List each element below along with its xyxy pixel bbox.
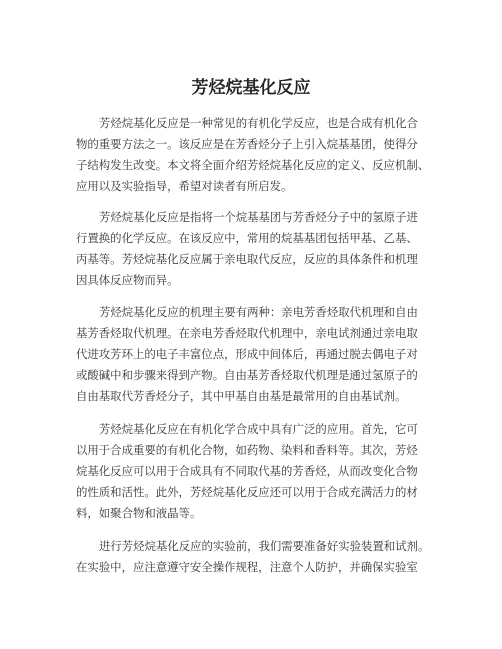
text-line: 的性质和活性。此外，芳烃烷基化反应还可以用于合成充满活力的材 (76, 485, 418, 499)
text-line: 丙基等。芳烃烷基化反应属于亲电取代反应，反应的具体条件和机理 (76, 252, 418, 266)
text-line: 物的重要方法之一。该反应是在芳香烃分子上引入烷基基团，使得分 (76, 137, 418, 151)
text-line: 或酸碱中和步骤来得到产物。自由基芳香烃取代机理是通过氢原子的 (76, 368, 418, 382)
page-title: 芳烃烷基化反应 (191, 78, 311, 98)
text-line: 自由基取代芳香烃分子，其中甲基自由基是最常用的自由基试剂。 (76, 389, 407, 403)
text-line: 在实验中，应注意遵守安全操作规程，注意个人防护，并确保实验室 (76, 560, 418, 574)
text-line: 芳烃烷基化反应是一种常见的有机化学反应，也是合成有机化合 (99, 116, 418, 130)
text-line: 基芳香烃取代机理。在亲电芳香烃取代机理中，亲电试剂通过亲电取 (76, 326, 418, 340)
paragraph-experiment (76, 536, 436, 578)
paragraph-mechanism (76, 302, 436, 407)
text-line: 芳烃烷基化反应在有机化学合成中具有广泛的应用。首先，它可 (99, 422, 418, 436)
paragraph-intro (76, 113, 436, 197)
text-line: 芳烃烷基化反应的机理主要有两种：亲电芳香烃取代机理和自由 (99, 305, 418, 319)
text-line: 以用于合成重要的有机化合物，如药物、染料和香料等。其次，芳烃 (76, 443, 418, 457)
text-line: 代进攻芳环上的电子丰富位点，形成中间体后，再通过脱去偶电子对 (76, 347, 418, 361)
text-line: 芳烃烷基化反应是指将一个烷基基团与芳香烃分子中的氢原子进 (99, 210, 418, 224)
text-line: 应用以及实验指导，希望对读者有所启发。 (76, 179, 293, 193)
text-line: 进行芳烃烷基化反应的实验前，我们需要准备好实验装置和试剂。 (99, 539, 430, 553)
text-line: 子结构发生改变。本文将全面介绍芳烃烷基化反应的定义、反应机制、 (76, 158, 430, 172)
text-line: 烷基化反应可以用于合成具有不同取代基的芳香烃，从而改变化合物 (76, 464, 418, 478)
paragraph-definition (76, 207, 436, 291)
paragraph-applications (76, 419, 436, 524)
text-line: 料，如聚合物和液晶等。 (76, 506, 202, 520)
text-line: 因具体反应物而异。 (76, 273, 179, 287)
text-line: 行置换的化学反应。在该反应中，常用的烷基基团包括甲基、乙基、 (76, 231, 418, 245)
